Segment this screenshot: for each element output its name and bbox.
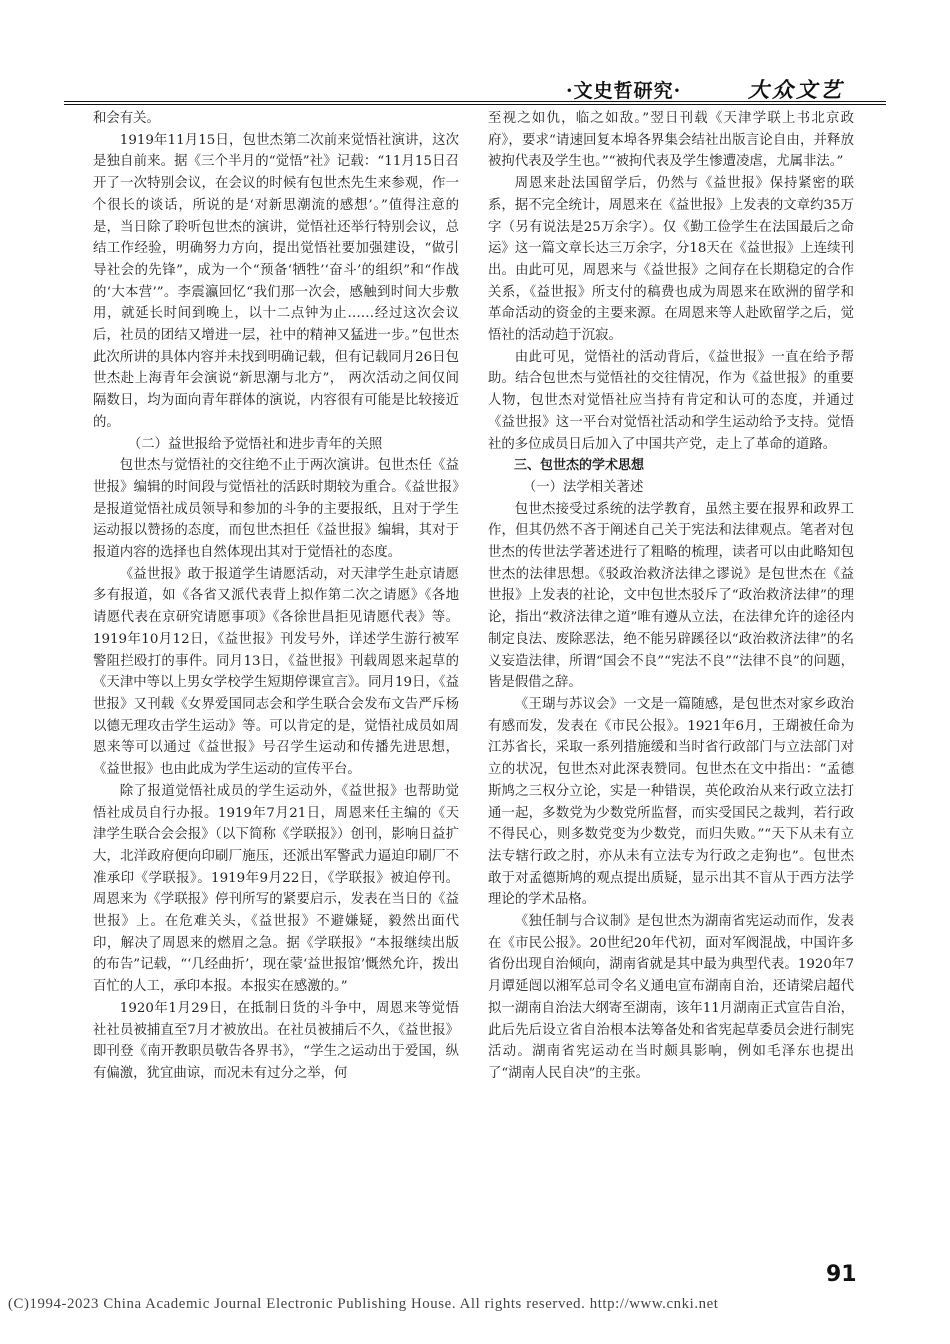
header-rule-top (64, 101, 886, 102)
header-rule-bottom (64, 104, 886, 105)
paragraph: 包世杰接受过系统的法学教育，虽然主要在报界和政界工作，但其仍然不吝于阐述自己关于宪法和法律观点。笔者对包世杰的传世法学著述进行了粗略的梳理，读者可以由此略知包世杰的法律思想。《驳政治救济法律之谬说》是包世杰在《益世报》上发表的社论，文中包世杰驳斥了“政治救济法律”的理论，指出“救济法律之道”唯有遵从立法，在法律允许的途径内制定良法、废除恶法，绝不能另辟蹊径以“政治救济法律”的名义妄造法律，所谓“国会不良”“宪法不良”“法律不良”的问题，皆是假借之辞。 (488, 501, 854, 691)
footer-copyright: (C)1994-2023 China Academic Journal Electronic Publishing House. All rights reserved. http://www.cnki.net (8, 1296, 719, 1312)
paragraph-continuation: 至视之如仇，临之如敌。”翌日刊载《天津学联上书北京政府》，要求“请速回复本埠各界集会结社出版言论自由，并释放被拘代表及学生也。”“被拘代表及学生惨遭凌虐，尤属非法。” (488, 111, 854, 170)
header-journal-name: 大众文艺 (748, 77, 844, 102)
paragraph: 《益世报》敢于报道学生请愿活动，对天津学生赴京请愿多有报道，如《各省又派代表背上拟作第二次之请愿》《各地请愿代表在京研究请愿事项》《各徐世昌拒见请愿代表》等。1919年10月12日，《益世报》刊发号外，详述学生游行被军警阻拦殴打的事件。同月13日，《益世报》刊载周恩来起草的《天津中等以上男女学校学生短期停课宣言》。同月19日，《益世报》又刊载《女界爱国同志会和学生联合会发布文告严斥杨以德无理攻击学生运动》等。可以肯定的是，觉悟社成员如周恩来等可以通过《益世报》号召学生运动和传播先进思想，《益世报》也由此成为学生运动的宣传平台。 (93, 566, 459, 778)
paragraph: 除了报道觉悟社成员的学生运动外，《益世报》也帮助觉悟社成员自行办报。1919年7月21日，周恩来任主编的《天津学生联合会会报》（以下简称《学联报》）创刊，影响日益扩大，北洋政府便向印刷厂施压，还派出军警武力逼迫印刷厂不准承印《学联报》。1919年9月22日，《学联报》被迫停刊。周恩来为《学联报》停刊所写的紧要启示，发表在当日的《益世报》上。在危难关头，《益世报》不避嫌疑，毅然出面代印，解决了周恩来的燃眉之急。据《学联报》“本报继续出版的布告”记载，“‘几经曲折’，现在蒙‘益世报馆’慨然允许，拨出百忙的人工，承印本报。本报实在感激的。” (93, 783, 459, 995)
header-section-label: ·文史哲研究· (566, 80, 682, 102)
paragraph: 包世杰与觉悟社的交往绝不止于两次演讲。包世杰任《益世报》编辑的时间段与觉悟社的活跃时期较为重合。《益世报》是报道觉悟社成员领导和参加的斗争的主要报纸，且对于学生运动报以赞扬的态度，而包世杰担任《益世报》编辑，其对于报道内容的选择也自然体现出其对于觉悟社的态度。 (93, 458, 459, 561)
section-heading: 三、包世杰的学术思想 (514, 458, 645, 474)
paragraph: 《独任制与合议制》是包世杰为湖南省宪运动而作，发表在《市民公报》。20世纪20年代初，面对军阀混战，中国许多省份出现自治倾向，湖南省就是其中最为典型代表。1920年7月谭延闿以湘军总司令名义通电宣布湖南自治，还请梁启超代拟一湖南自治法大纲寄至湖南，该年11月湖南正式宣告自治，此后先后设立省自治根本法筹备处和省宪起草委员会进行制宪活动。湖南省宪运动在当时颇具影响，例如毛泽东也提出了“湖南人民自决”的主张。 (488, 914, 854, 1081)
subsection-heading: （二）益世报给予觉悟社和进步青年的关照 (127, 436, 383, 452)
page-number: 91 (826, 1262, 857, 1287)
paragraph-continuation: 和会有关。 (93, 111, 160, 126)
subsection-heading: （一）法学相关著述 (522, 479, 644, 495)
paragraph: 周恩来赴法国留学后，仍然与《益世报》保持紧密的联系，据不完全统计，周恩来在《益世报》上发表的文章约35万字（另有说法是25万余字）。仅《勤工俭学生在法国最后之命运》这一篇文章长达三万余字，分18天在《益世报》上连续刊出。由此可见，周恩来与《益世报》之间存在长期稳定的合作关系，《益世报》所支付的稿费也成为周恩来在欧洲的留学和革命活动的资金的主要来源。在周恩来等人赴欧留学之后，觉悟社的活动趋于沉寂。 (488, 176, 854, 344)
paragraph: 由此可见，觉悟社的活动背后，《益世报》一直在给予帮助。结合包世杰与觉悟社的交往情况，作为《益世报》的重要人物，包世杰对觉悟社应当持有肯定和认可的态度，并通过《益世报》这一平台对觉悟社活动和学生运动给予支持。觉悟社的多位成员日后加入了中国共产党，走上了革命的道路。 (488, 349, 854, 452)
paragraph: 《王瑚与苏议会》一文是一篇随感，是包世杰对家乡政治有感而发，发表在《市民公报》。1921年6月，王瑚被任命为江苏省长，采取一系列措施缓和当时省行政部门与立法部门对立的状况，包世杰对此深表赞同。包世杰在文中指出：“孟德斯鸠之三权分立论，实是一种错误，英伦政治从来行政立法打通一起，多数党为少数党所监督，而实受国民之裁判，若行政不得民心，则多数党变为少数党，而归失败。”“天下从未有立法专辖行政之肘，亦从未有立法专为行政之走狗也”。包世杰敢于对孟德斯鸠的观点提出质疑，显示出其不盲从于西方法学理论的学术品格。 (488, 696, 854, 908)
paragraph: 1920年1月29日，在抵制日货的斗争中，周恩来等觉悟社社员被捕直至7月才被放出。在社员被捕后不久，《益世报》即刊登《南开教职员敬告各界书》，“学生之运动出于爱国，纵有偏激，犹宜曲谅，而况未有过分之举，何 (93, 1000, 459, 1081)
left-column (93, 108, 459, 1085)
paragraph: 1919年11月15日，包世杰第二次前来觉悟社演讲，这次是独自前来。据《三个半月的“觉悟”社》记载：“11月15日召开了一次特别会议，在会议的时候有包世杰先生来参观，作一个很长的谈话，所说的是‘对新思潮流的感想’。”值得注意的是，当日除了聆听包世杰的演讲，觉悟社还举行特别会议，总结工作经验，明确努力方向，提出觉悟社要加强建设，“做引导社会的先锋”，成为一个“预备‘牺牲’‘奋斗’的组织”和“作战的‘大本营’”。李震瀛回忆“我们那一次会，感触到时间大步敷用，就延长时间到晚上，以十二点钟为止……经过这次会议后，社员的团结又增进一层，社中的精神又猛进一步。”包世杰此次所讲的具体内容并未找到明确记载，但有记载同月26日包世杰赴上海青年会演说“新思潮与北方”， 两次活动之间仅间隔数日，均为面向青年群体的演说，内容很有可能是比较接近的。 (93, 132, 459, 430)
right-column (488, 108, 854, 1085)
